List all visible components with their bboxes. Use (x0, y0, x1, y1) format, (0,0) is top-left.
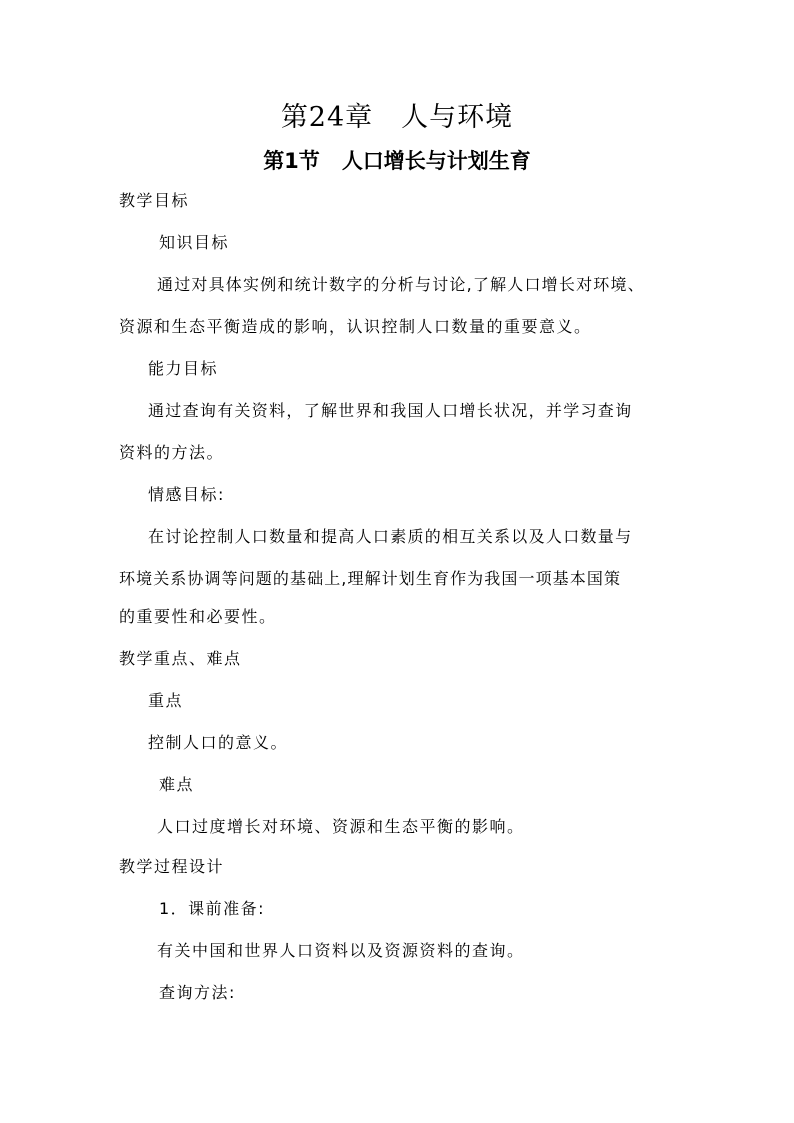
paragraph-line: 人口过度增长对环境、资源和生态平衡的影响。 (157, 817, 525, 836)
subheading-difficult-point: 难点 (159, 775, 195, 794)
paragraph-line: 通过查询有关资料，了解世界和我国人口增长状况，并学习查询 (148, 401, 633, 420)
chapter-name: 人与环境 (401, 102, 514, 133)
paragraph-line: 环境关系协调等问题的基础上,理解计划生育作为我国一项基本国策 (119, 569, 622, 588)
subheading-ability-objective: 能力目标 (148, 359, 219, 378)
heading-key-difficult-points: 教学重点、难点 (119, 649, 242, 668)
section-number: 第1节 (263, 149, 320, 173)
subheading-emotional-objective: 情感目标: (148, 485, 225, 504)
section-title (0, 147, 794, 175)
subheading-query-method: 查询方法: (159, 983, 236, 1002)
subheading-knowledge-objective: 知识目标 (159, 233, 230, 252)
paragraph-line: 控制人口的意义。 (148, 733, 289, 752)
paragraph-line: 有关中国和世界人口资料以及资源资料的查询。 (157, 941, 525, 960)
subheading-pre-class-preparation: 1．课前准备: (159, 899, 266, 918)
chapter-number: 第24章 (280, 102, 374, 133)
paragraph-line: 资源和生态平衡造成的影响，认识控制人口数量的重要意义。 (119, 317, 592, 336)
section-name: 人口增长与计划生育 (341, 149, 531, 173)
paragraph-line: 通过对具体实例和统计数字的分析与讨论,了解人口增长对环境、 (157, 275, 645, 294)
paragraph-line: 的重要性和必要性。 (119, 607, 277, 626)
chapter-title (0, 101, 794, 135)
heading-teaching-objectives: 教学目标 (119, 191, 190, 210)
heading-teaching-process-design: 教学过程设计 (119, 857, 225, 876)
paragraph-line: 资料的方法。 (119, 443, 225, 462)
paragraph-line: 在讨论控制人口数量和提高人口素质的相互关系以及人口数量与 (148, 527, 633, 546)
subheading-key-point: 重点 (148, 691, 184, 710)
